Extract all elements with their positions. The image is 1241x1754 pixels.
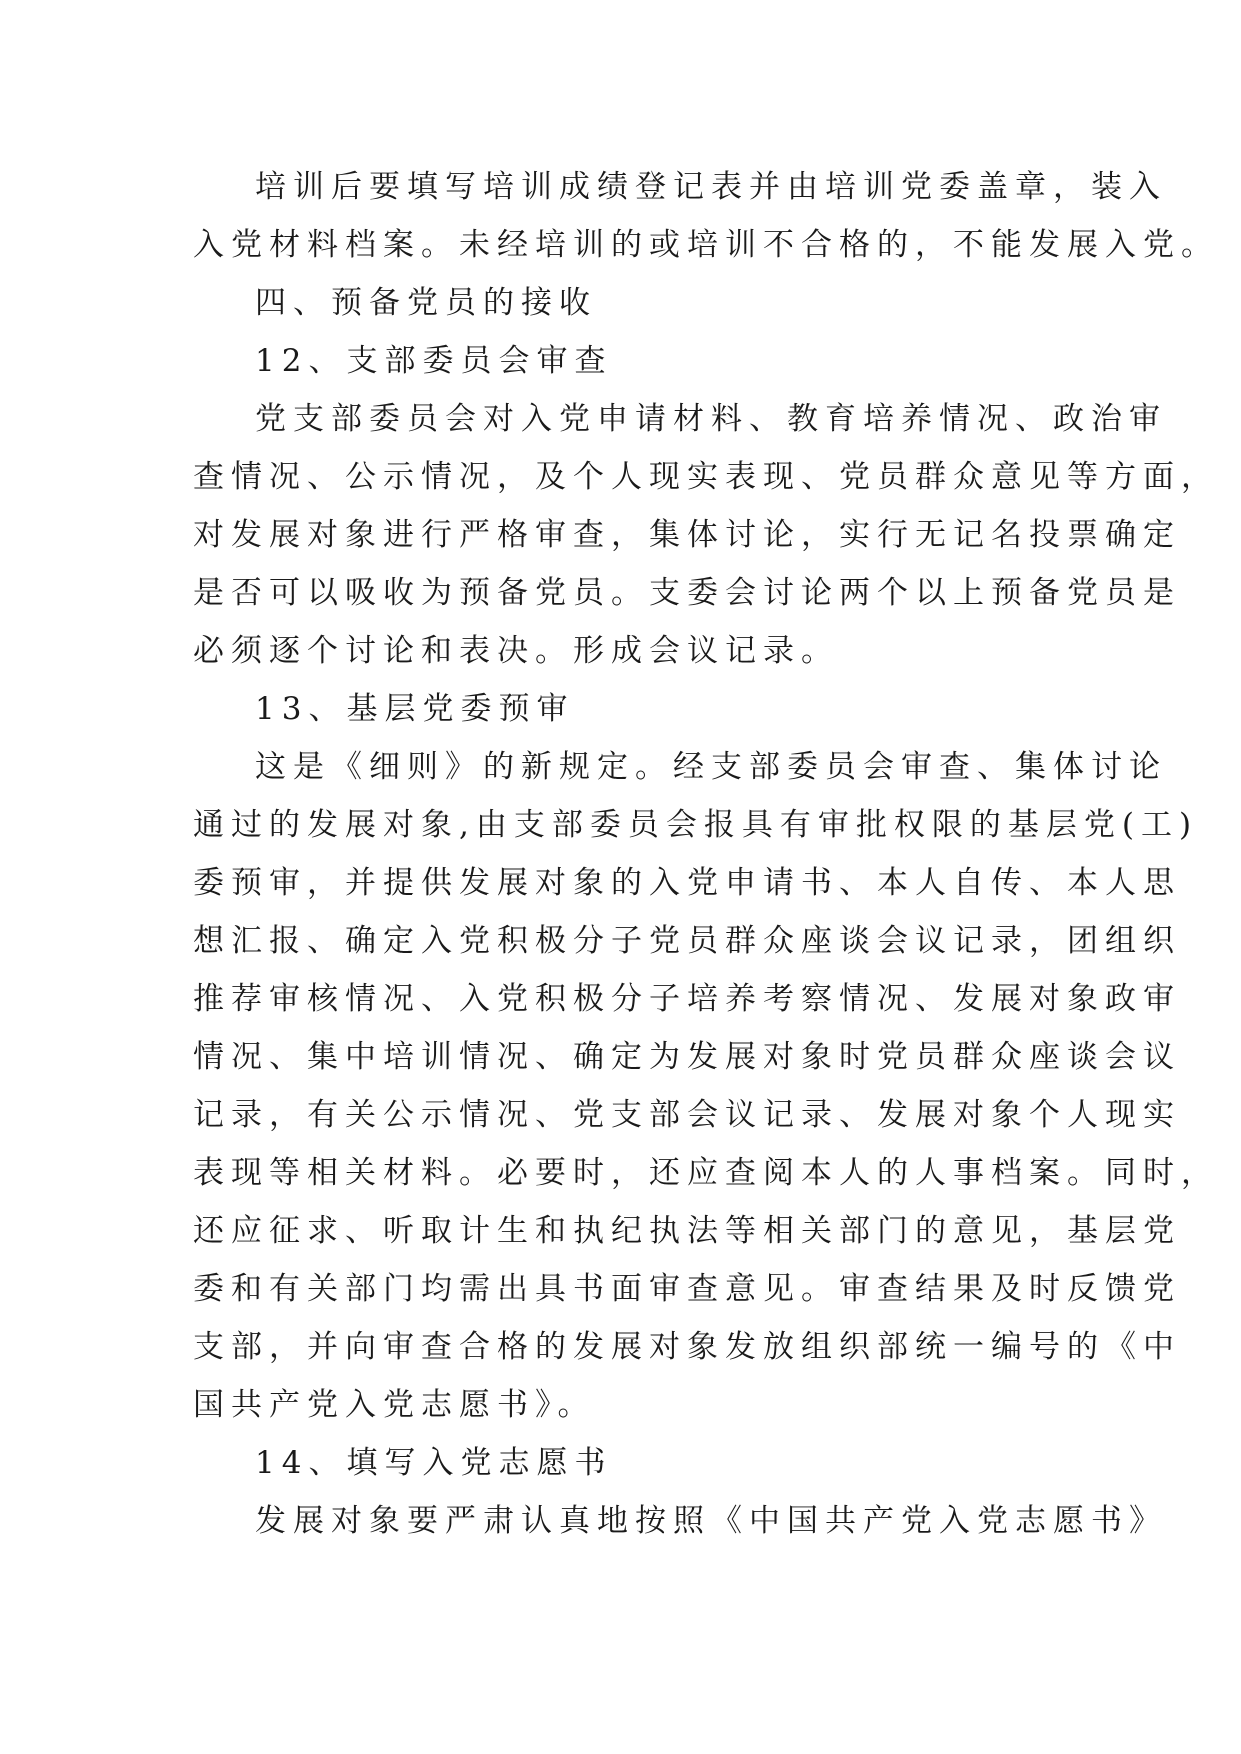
paragraph-line: 支部，并向审查合格的发展对象发放组织部统一编号的《中 [193, 1329, 1181, 1365]
paragraph-line: 入党材料档案。未经培训的或培训不合格的，不能发展入党。 [193, 227, 1219, 263]
paragraph-line: 还应征求、听取计生和执纪执法等相关部门的意见，基层党 [193, 1213, 1181, 1249]
paragraph-line: 发展对象要严肃认真地按照《中国共产党入党志愿书》 [255, 1503, 1167, 1539]
paragraph-line: 党支部委员会对入党申请材料、教育培养情况、政治审 [255, 401, 1167, 437]
subsection-heading: 12、支部委员会审查 [255, 343, 613, 379]
paragraph-line: 表现等相关材料。必要时，还应查阅本人的人事档案。同时， [193, 1155, 1219, 1191]
paragraph-line: 对发展对象进行严格审查，集体讨论，实行无记名投票确定 [193, 517, 1181, 553]
paragraph-line: 通过的发展对象,由支部委员会报具有审批权限的基层党(工) [193, 807, 1199, 843]
document-body [193, 158, 1219, 1550]
paragraph-line: 培训后要填写培训成绩登记表并由培训党委盖章，装入 [255, 169, 1167, 205]
paragraph-line: 查情况、公示情况，及个人现实表现、党员群众意见等方面， [193, 459, 1219, 495]
subsection-heading: 14、填写入党志愿书 [255, 1445, 613, 1481]
paragraph-line: 委和有关部门均需出具书面审查意见。审查结果及时反馈党 [193, 1271, 1181, 1307]
section-heading: 四、预备党员的接收 [255, 285, 597, 321]
paragraph-line: 委预审，并提供发展对象的入党申请书、本人自传、本人思 [193, 865, 1181, 901]
paragraph-line: 国共产党入党志愿书》。 [193, 1387, 596, 1423]
paragraph-line: 想汇报、确定入党积极分子党员群众座谈会议记录，团组织 [193, 923, 1181, 959]
paragraph-line: 推荐审核情况、入党积极分子培养考察情况、发展对象政审 [193, 981, 1181, 1017]
paragraph-line: 是否可以吸收为预备党员。支委会讨论两个以上预备党员是 [193, 575, 1181, 611]
paragraph-line: 必须逐个讨论和表决。形成会议记录。 [193, 633, 839, 669]
subsection-heading: 13、基层党委预审 [255, 691, 575, 727]
paragraph-line: 情况、集中培训情况、确定为发展对象时党员群众座谈会议 [193, 1039, 1181, 1075]
paragraph-line: 这是《细则》的新规定。经支部委员会审查、集体讨论 [255, 749, 1167, 785]
paragraph-line: 记录，有关公示情况、党支部会议记录、发展对象个人现实 [193, 1097, 1181, 1133]
